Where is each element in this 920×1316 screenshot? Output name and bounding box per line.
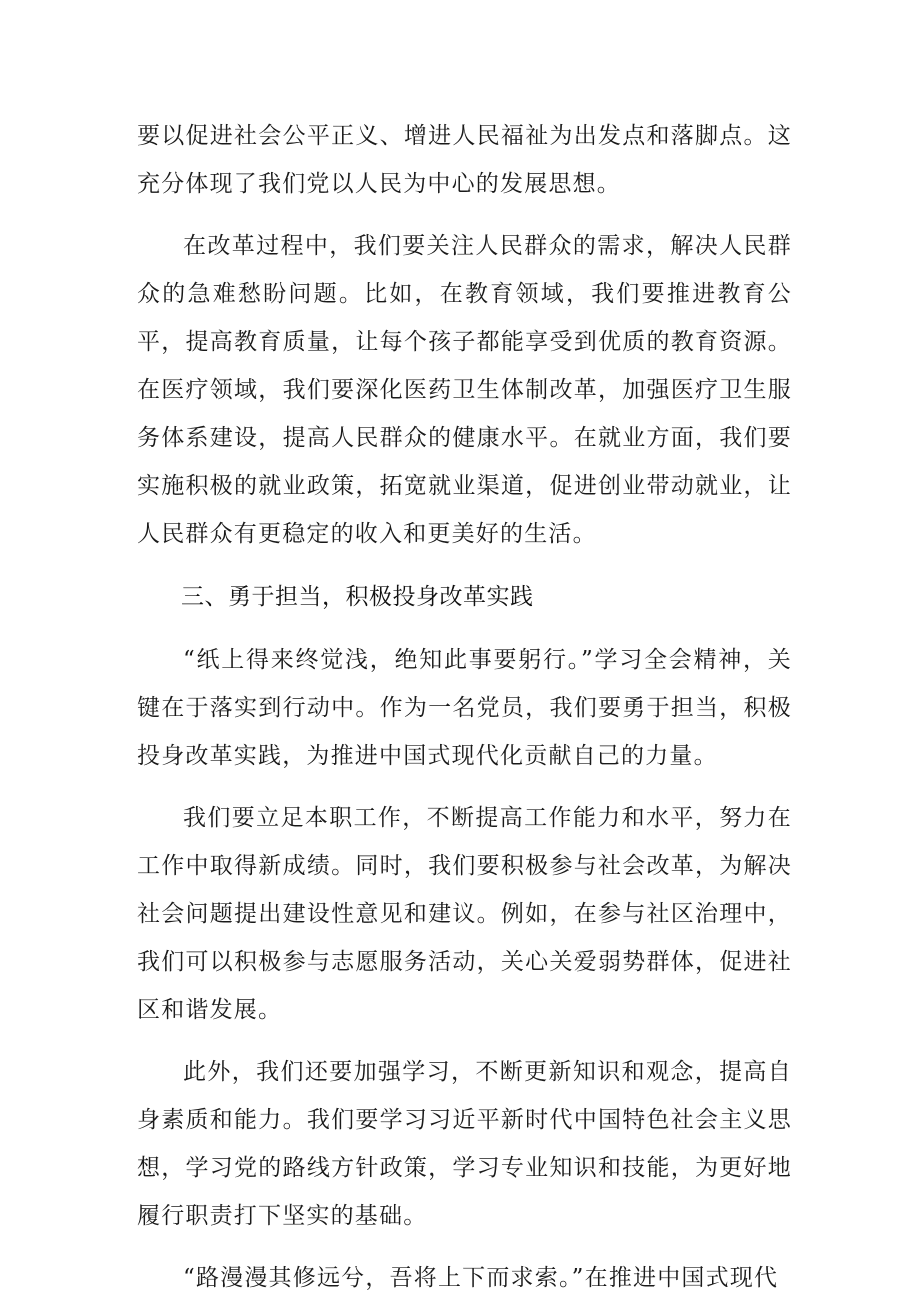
paragraph-quote-practice: “纸上得来终觉浅，绝知此事要躬行。”学习全会精神，关键在于落实到行动中。作为一名党员，我们要勇于担当，积极投身改革实践，为推进中国式现代化贡献自己的力量。: [137, 647, 792, 769]
paragraph-reform-needs: 在改革过程中，我们要关注人民群众的需求，解决人民群众的急难愁盼问题。比如，在教育领域，我们要推进教育公平，提高教育质量，让每个孩子都能享受到优质的教育资源。在医疗领域，我们要深化医药卫生体制改革，加强医疗卫生服务体系建设，提高人民群众的健康水平。在就业方面，我们要实施积极的就业政策，拓宽就业渠道，促进创业带动就业，让人民群众有更稳定的收入和更美好的生活。: [137, 233, 792, 547]
paragraph-own-work: 我们要立足本职工作，不断提高工作能力和水平，努力在工作中取得新成绩。同时，我们要积极参与社会改革，为解决社会问题提出建设性意见和建议。例如，在参与社区治理中，我们可以积极参与志愿服务活动，关心关爱弱势群体，促进社区和谐发展。: [137, 805, 792, 1023]
paragraph-study: 此外，我们还要加强学习，不断更新知识和观念，提高自身素质和能力。我们要学习习近平新时代中国特色社会主义思想，学习党的路线方针政策，学习专业知识和技能，为更好地履行职责打下坚实的基础。: [137, 1059, 792, 1229]
paragraph-quote-quest: “路漫漫其修远兮，吾将上下而求索。”在推进中国式现代: [183, 1265, 779, 1291]
section-heading: 三、勇于担当，积极投身改革实践: [181, 584, 534, 610]
paragraph-continuation: 要以促进社会公平正义、增进人民福祉为出发点和落脚点。这充分体现了我们党以人民为中心的发展思想。: [137, 123, 792, 197]
document-body: [137, 112, 792, 1316]
